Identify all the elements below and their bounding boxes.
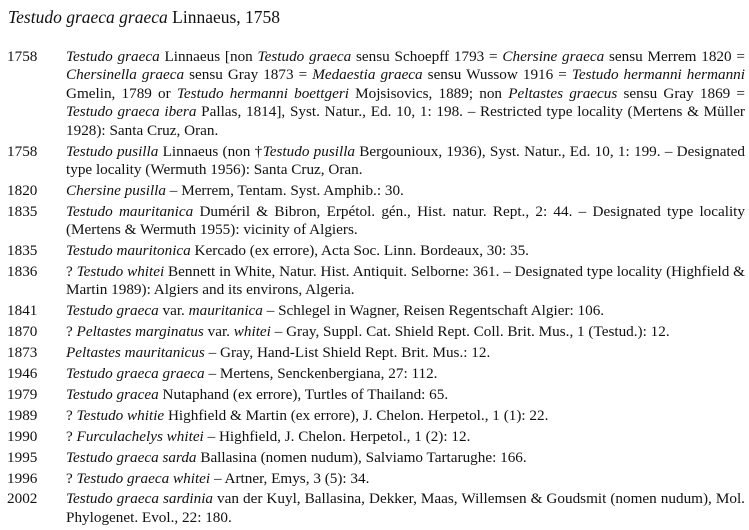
entry-citation bbox=[66, 407, 745, 425]
entry-year: 1758 bbox=[7, 48, 38, 65]
synonymy-entry bbox=[0, 143, 749, 180]
entry-year: 1841 bbox=[7, 302, 38, 320]
citation-text: ? bbox=[66, 323, 77, 341]
entry-year: 1835 bbox=[7, 202, 38, 220]
synonymy-entry bbox=[0, 48, 749, 140]
citation-text: van der Kuyl, Ballasina, Dekker, Maas, Willemsen & Goudsmit (nomen nudum), Mol. Phylogenet. Evol., 22: 180. bbox=[66, 490, 745, 526]
citation-text: Bennett in White, Natur. Hist. Antiquit. Selborne: 361. – Designated type locality (Highfield & Martin 1989): Algiers and its environs, Algeria. bbox=[66, 262, 745, 299]
entry-citation bbox=[66, 302, 745, 320]
entry-citation bbox=[66, 449, 745, 467]
entry-year: 2002 bbox=[7, 490, 38, 508]
synonymy-entry bbox=[0, 449, 749, 467]
taxon-heading-name: Testudo graeca graeca bbox=[8, 7, 168, 27]
citation-text: Linnaeus (non † bbox=[158, 142, 263, 160]
taxon-name: Testudo mauritonica bbox=[66, 242, 191, 260]
synonymy-entry bbox=[0, 302, 749, 320]
taxon-name: Testudo graeca bbox=[257, 48, 352, 65]
synonymy-entry bbox=[0, 490, 749, 527]
synonymy-entry bbox=[0, 263, 749, 300]
citation-text: sensu Wussow 1916 = bbox=[422, 66, 572, 84]
citation-text: Nutaphand (ex errore), Turtles of Thailand: 65. bbox=[158, 385, 449, 403]
entry-year: 1873 bbox=[7, 344, 38, 362]
citation-text: – Merrem, Tentam. Syst. Amphib.: 30. bbox=[166, 181, 404, 199]
taxon-name: Testudo graeca graeca bbox=[66, 365, 205, 382]
entry-year: 1870 bbox=[7, 323, 38, 341]
citation-text: sensu Gray 1869 = bbox=[617, 84, 745, 102]
taxon-name: mauritanica bbox=[188, 302, 263, 320]
taxon-name: Peltastes mauritanicus bbox=[66, 344, 205, 362]
citation-text: var. bbox=[203, 323, 234, 341]
citation-text: – Gray, Hand-List Shield Rept. Brit. Mus.: 12. bbox=[204, 344, 491, 362]
entry-citation bbox=[66, 48, 745, 140]
citation-text: Bergounioux, 1936), Syst. Natur., Ed. 10, 1: 199. – Designated type locality (Wermuth 1956): Santa Cruz, Oran. bbox=[66, 142, 745, 178]
entry-citation bbox=[66, 203, 745, 240]
citation-text: var. bbox=[158, 302, 189, 320]
taxon-name: Testudo hermanni boettgeri bbox=[176, 84, 349, 102]
entry-citation bbox=[66, 323, 745, 341]
citation-text: ? bbox=[66, 262, 77, 280]
taxon-name: Chersine graeca bbox=[502, 48, 605, 65]
entry-citation bbox=[66, 470, 745, 488]
taxon-name: Chersine pusilla bbox=[66, 181, 166, 199]
citation-text: Duméril & Bibron, Erpétol. gén., Hist. natur. Rept., 2: 44. – Designated type locality (Mertens & Wermuth 1955): vicinity of Algiers. bbox=[66, 202, 745, 239]
citation-text: ? bbox=[66, 406, 77, 424]
entry-year: 1996 bbox=[7, 469, 38, 487]
taxon-name: Testudo hermanni hermanni bbox=[571, 66, 745, 84]
synonymy-entry bbox=[0, 365, 749, 383]
synonymy-entry bbox=[0, 344, 749, 362]
entry-citation bbox=[66, 490, 745, 527]
citation-text: Highfield & Martin (ex errore), J. Chelon. Herpetol., 1 (1): 22. bbox=[164, 406, 549, 424]
citation-text: – Mertens, Senckenbergiana, 27: 112. bbox=[204, 365, 438, 382]
entry-year: 1758 bbox=[7, 142, 38, 160]
citation-text: Linnaeus [non bbox=[159, 48, 258, 65]
taxon-name: whitei bbox=[233, 323, 271, 341]
synonymy-entry bbox=[0, 386, 749, 404]
citation-text: ? bbox=[66, 469, 77, 487]
taxon-name: Medaestia graeca bbox=[312, 66, 423, 84]
citation-text: – Highfield, J. Chelon. Herpetol., 1 (2): 12. bbox=[203, 427, 471, 445]
entry-citation bbox=[66, 182, 745, 200]
entry-year: 1836 bbox=[7, 262, 38, 280]
citation-text: sensu Schoepff 1793 = bbox=[351, 48, 503, 65]
taxon-name: Testudo graeca ibera bbox=[66, 103, 197, 121]
taxon-name: Testudo graeca bbox=[66, 48, 160, 65]
taxon-name: Testudo pusilla bbox=[66, 142, 159, 160]
synonymy-entry bbox=[0, 470, 749, 488]
taxon-name: Peltastes marginatus bbox=[76, 323, 204, 341]
taxon-name: Testudo whitie bbox=[76, 406, 165, 424]
entry-citation bbox=[66, 143, 745, 180]
taxon-name: Furculachelys whitei bbox=[76, 427, 204, 445]
taxon-heading-author: Linnaeus, 1758 bbox=[167, 7, 281, 27]
entry-citation bbox=[66, 428, 745, 446]
entry-citation bbox=[66, 263, 745, 300]
synonymy-entry bbox=[0, 182, 749, 200]
entry-year: 1989 bbox=[7, 406, 38, 424]
citation-text: sensu Gray 1873 = bbox=[184, 66, 313, 84]
citation-text: Ballasina (nomen nudum), Salviamo Tartarughe: 166. bbox=[196, 448, 527, 466]
citation-text: Pallas, 1814], Syst. Natur., Ed. 10, 1: 198. – Restricted type locality (Mertens & Müller 1928): Santa Cruz, Oran. bbox=[66, 103, 745, 139]
citation-text: – Artner, Emys, 3 (5): 34. bbox=[210, 469, 370, 487]
citation-text: ? bbox=[66, 427, 77, 445]
synonymy-entry bbox=[0, 407, 749, 425]
taxon-name: Testudo graeca bbox=[66, 302, 159, 320]
synonymy-entry bbox=[0, 203, 749, 240]
citation-text: sensu Merrem 1820 = bbox=[604, 48, 745, 65]
entry-citation bbox=[66, 365, 745, 383]
taxon-heading bbox=[8, 6, 280, 28]
entry-citation bbox=[66, 386, 745, 404]
taxon-name: Testudo mauritanica bbox=[66, 202, 194, 220]
synonymy-entry bbox=[0, 242, 749, 260]
taxon-name: Peltastes graecus bbox=[508, 84, 618, 102]
citation-text: – Gray, Suppl. Cat. Shield Rept. Coll. Brit. Mus., 1 (Testud.): 12. bbox=[270, 323, 670, 341]
synonymy-list bbox=[0, 48, 749, 530]
entry-year: 1835 bbox=[7, 242, 38, 260]
citation-text: Kercado (ex errore), Acta Soc. Linn. Bordeaux, 30: 35. bbox=[190, 242, 529, 260]
entry-year: 1995 bbox=[7, 448, 38, 466]
entry-citation bbox=[66, 344, 745, 362]
entry-year: 1979 bbox=[7, 385, 38, 403]
synonymy-entry bbox=[0, 323, 749, 341]
taxon-name: Testudo whitei bbox=[76, 262, 165, 280]
taxon-name: Testudo graeca sarda bbox=[66, 448, 197, 466]
entry-citation bbox=[66, 242, 745, 260]
citation-text: Mojsisovics, 1889; non bbox=[348, 84, 509, 102]
synonymy-entry bbox=[0, 428, 749, 446]
taxon-name: Testudo graeca sardinia bbox=[66, 490, 214, 508]
taxon-name: Testudo pusilla bbox=[262, 142, 356, 160]
taxon-name: Testudo gracea bbox=[66, 385, 159, 403]
taxon-name: Testudo graeca whitei bbox=[76, 469, 211, 487]
entry-year: 1990 bbox=[7, 427, 38, 445]
entry-year: 1946 bbox=[7, 365, 38, 382]
entry-year: 1820 bbox=[7, 181, 38, 199]
citation-text: Gmelin, 1789 or bbox=[66, 84, 177, 102]
taxon-name: Chersinella graeca bbox=[66, 66, 185, 84]
citation-text: – Schlegel in Wagner, Reisen Regentschaft Algier: 106. bbox=[262, 302, 605, 320]
